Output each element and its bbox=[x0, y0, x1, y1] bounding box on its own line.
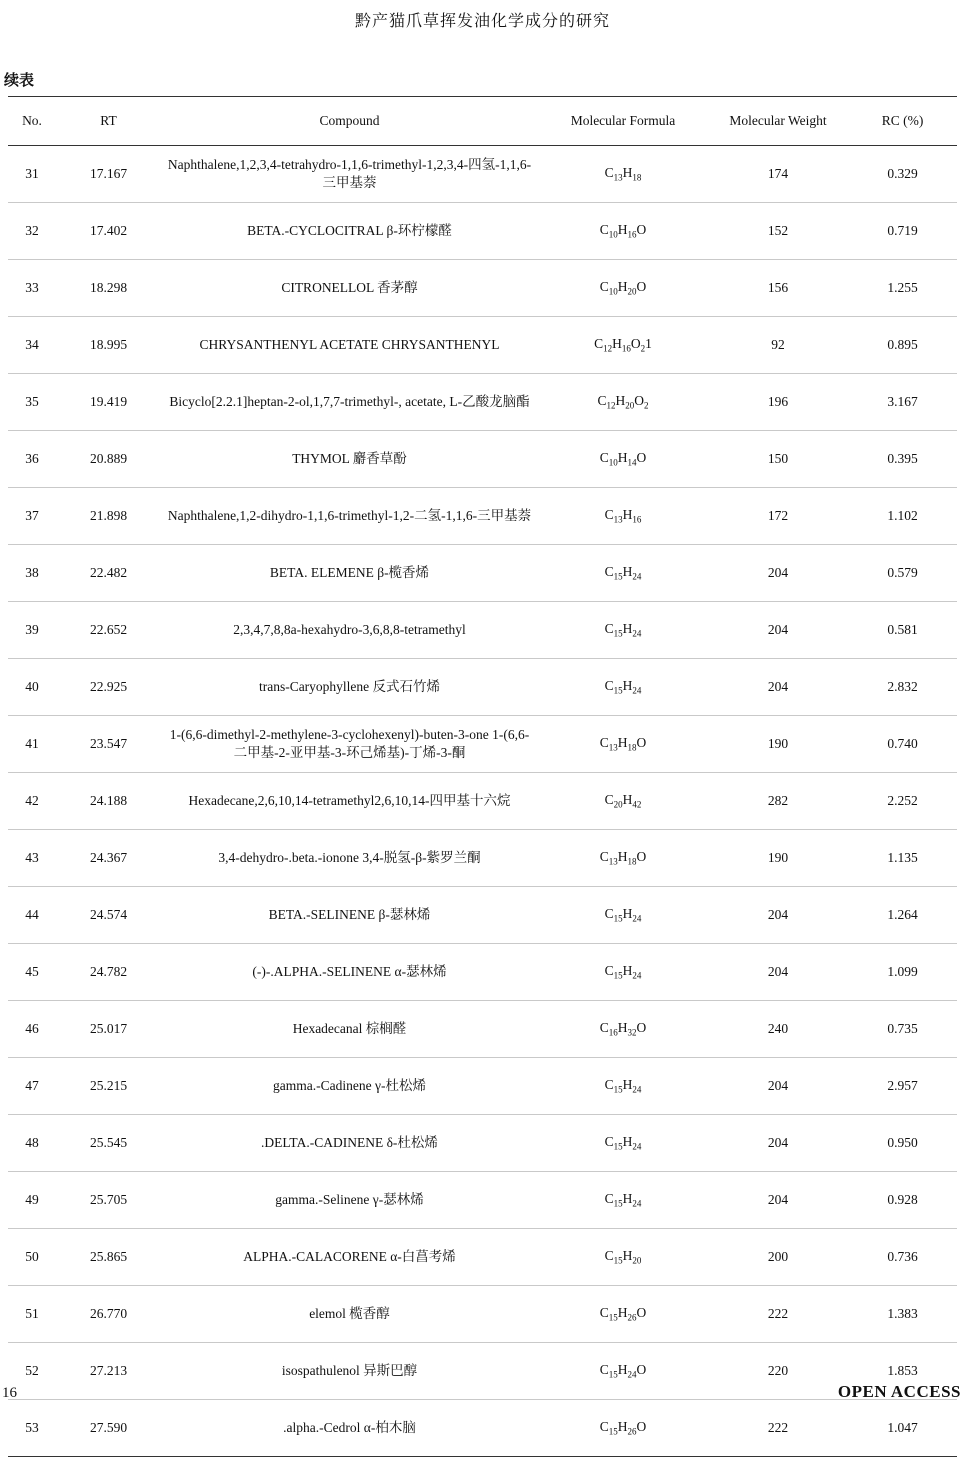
cell-compound: Hexadecane,2,6,10,14-tetramethyl2,6,10,14-四甲基十六烷 bbox=[161, 773, 538, 830]
cell-compound: ALPHA.-CALACORENE α-白菖考烯 bbox=[161, 1229, 538, 1286]
cell-rt: 21.898 bbox=[56, 488, 161, 545]
cell-no: 39 bbox=[8, 602, 56, 659]
cell-compound: Hexadecanal 棕榈醛 bbox=[161, 1001, 538, 1058]
cell-formula: $C_{15}H_{26}O$ bbox=[538, 1286, 708, 1343]
header-cell: Compound bbox=[161, 97, 538, 146]
footer-page-number: 16 bbox=[2, 1385, 17, 1401]
cell-weight: 204 bbox=[708, 659, 848, 716]
cell-formula: $C_{15}H_{24}$ bbox=[538, 887, 708, 944]
cell-compound: (-)-.ALPHA.-SELINENE α-瑟林烯 bbox=[161, 944, 538, 1001]
cell-rt: 27.213 bbox=[56, 1343, 161, 1400]
cell-compound: 2,3,4,7,8,8a-hexahydro-3,6,8,8-tetramethyl bbox=[161, 602, 538, 659]
table-row bbox=[8, 830, 957, 887]
cell-weight: 204 bbox=[708, 1115, 848, 1172]
table-row bbox=[8, 146, 957, 203]
cell-rt: 23.547 bbox=[56, 716, 161, 773]
cell-weight: 222 bbox=[708, 1286, 848, 1343]
cell-compound: CHRYSANTHENYL ACETATE CHRYSANTHENYL bbox=[161, 317, 538, 374]
cell-weight: 150 bbox=[708, 431, 848, 488]
table-row bbox=[8, 773, 957, 830]
cell-rc: 3.167 bbox=[848, 374, 957, 431]
cell-rc: 1.383 bbox=[848, 1286, 957, 1343]
table-row bbox=[8, 1001, 957, 1058]
cell-compound: BETA. ELEMENE β-榄香烯 bbox=[161, 545, 538, 602]
cell-rt: 25.545 bbox=[56, 1115, 161, 1172]
cell-no: 52 bbox=[8, 1343, 56, 1400]
cell-weight: 200 bbox=[708, 1229, 848, 1286]
cell-weight: 156 bbox=[708, 260, 848, 317]
cell-no: 42 bbox=[8, 773, 56, 830]
cell-rt: 24.188 bbox=[56, 773, 161, 830]
cell-no: 46 bbox=[8, 1001, 56, 1058]
table-body bbox=[8, 146, 957, 1457]
header-cell: Molecular Formula bbox=[538, 97, 708, 146]
cell-no: 47 bbox=[8, 1058, 56, 1115]
cell-no: 43 bbox=[8, 830, 56, 887]
cell-rt: 17.167 bbox=[56, 146, 161, 203]
cell-rt: 24.782 bbox=[56, 944, 161, 1001]
cell-compound: 3,4-dehydro-.beta.-ionone 3,4-脱氢-β-紫罗兰酮 bbox=[161, 830, 538, 887]
cell-rt: 22.652 bbox=[56, 602, 161, 659]
cell-compound: .alpha.-Cedrol α-柏木脑 bbox=[161, 1400, 538, 1457]
table-row bbox=[8, 602, 957, 659]
cell-compound: elemol 榄香醇 bbox=[161, 1286, 538, 1343]
cell-rc: 0.895 bbox=[848, 317, 957, 374]
table-row bbox=[8, 317, 957, 374]
cell-rc: 0.736 bbox=[848, 1229, 957, 1286]
cell-no: 38 bbox=[8, 545, 56, 602]
cell-formula: $C_{15}H_{26}O$ bbox=[538, 1400, 708, 1457]
cell-weight: 220 bbox=[708, 1343, 848, 1400]
table-row bbox=[8, 659, 957, 716]
cell-weight: 204 bbox=[708, 944, 848, 1001]
table-row bbox=[8, 545, 957, 602]
table-row bbox=[8, 944, 957, 1001]
cell-weight: 204 bbox=[708, 1172, 848, 1229]
cell-no: 31 bbox=[8, 146, 56, 203]
table-row bbox=[8, 1172, 957, 1229]
cell-compound: 1-(6,6-dimethyl-2-methylene-3-cyclohexenyl)-buten-3-one 1-(6,6-二甲基-2-亚甲基-3-环己烯基)-丁烯-3-酮 bbox=[161, 716, 538, 773]
cell-no: 36 bbox=[8, 431, 56, 488]
cell-no: 34 bbox=[8, 317, 56, 374]
cell-formula: $C_{15}H_{24}$ bbox=[538, 944, 708, 1001]
cell-rc: 0.928 bbox=[848, 1172, 957, 1229]
cell-weight: 92 bbox=[708, 317, 848, 374]
compounds-table bbox=[8, 96, 957, 1457]
cell-compound: Naphthalene,1,2,3,4-tetrahydro-1,1,6-trimethyl-1,2,3,4-四氢-1,1,6-三甲基萘 bbox=[161, 146, 538, 203]
cell-weight: 222 bbox=[708, 1400, 848, 1457]
cell-rc: 0.950 bbox=[848, 1115, 957, 1172]
cell-rt: 20.889 bbox=[56, 431, 161, 488]
cell-weight: 172 bbox=[708, 488, 848, 545]
cell-weight: 240 bbox=[708, 1001, 848, 1058]
cell-compound: THYMOL 麝香草酚 bbox=[161, 431, 538, 488]
cell-formula: $C_{13}H_{18}O$ bbox=[538, 716, 708, 773]
cell-formula: $C_{20}H_{42}$ bbox=[538, 773, 708, 830]
cell-rt: 17.402 bbox=[56, 203, 161, 260]
header-cell: RC (%) bbox=[848, 97, 957, 146]
table-row bbox=[8, 260, 957, 317]
cell-formula: $C_{15}H_{24}$ bbox=[538, 1115, 708, 1172]
cell-rc: 1.853 bbox=[848, 1343, 957, 1400]
cell-rc: 1.047 bbox=[848, 1400, 957, 1457]
cell-compound: Bicyclo[2.2.1]heptan-2-ol,1,7,7-trimethyl-, acetate, L-乙酸龙脑酯 bbox=[161, 374, 538, 431]
cell-no: 53 bbox=[8, 1400, 56, 1457]
cell-formula: $C_{13}H_{16}$ bbox=[538, 488, 708, 545]
cell-rt: 25.017 bbox=[56, 1001, 161, 1058]
cell-no: 35 bbox=[8, 374, 56, 431]
cell-compound: CITRONELLOL 香茅醇 bbox=[161, 260, 538, 317]
cell-no: 45 bbox=[8, 944, 56, 1001]
page-title: 黔产猫爪草挥发油化学成分的研究 bbox=[354, 13, 610, 30]
cell-formula: $C_{16}H_{32}O$ bbox=[538, 1001, 708, 1058]
cell-rc: 1.102 bbox=[848, 488, 957, 545]
cell-formula: $C_{10}H_{16}O$ bbox=[538, 203, 708, 260]
cell-weight: 204 bbox=[708, 1058, 848, 1115]
cell-weight: 204 bbox=[708, 545, 848, 602]
table-row bbox=[8, 1229, 957, 1286]
cell-rc: 1.135 bbox=[848, 830, 957, 887]
cell-weight: 204 bbox=[708, 887, 848, 944]
table-header-row bbox=[8, 97, 957, 146]
cell-formula: $C_{15}H_{24}$ bbox=[538, 545, 708, 602]
cell-no: 40 bbox=[8, 659, 56, 716]
cell-compound: gamma.-Selinene γ-瑟林烯 bbox=[161, 1172, 538, 1229]
cell-rc: 0.579 bbox=[848, 545, 957, 602]
cell-rt: 22.482 bbox=[56, 545, 161, 602]
cell-rc: 2.832 bbox=[848, 659, 957, 716]
cell-rc: 1.255 bbox=[848, 260, 957, 317]
table-row bbox=[8, 203, 957, 260]
cell-formula: $C_{15}H_{24}$ bbox=[538, 1058, 708, 1115]
cell-formula: $C_{12}H_{16}O_21$ bbox=[538, 317, 708, 374]
cell-rc: 0.329 bbox=[848, 146, 957, 203]
table-row bbox=[8, 431, 957, 488]
cell-rc: 1.099 bbox=[848, 944, 957, 1001]
cell-rc: 0.581 bbox=[848, 602, 957, 659]
cell-rc: 0.719 bbox=[848, 203, 957, 260]
cell-rc: 0.740 bbox=[848, 716, 957, 773]
table-row bbox=[8, 374, 957, 431]
cell-formula: $C_{15}H_{24}O$ bbox=[538, 1343, 708, 1400]
cell-weight: 190 bbox=[708, 830, 848, 887]
cell-no: 32 bbox=[8, 203, 56, 260]
cell-weight: 196 bbox=[708, 374, 848, 431]
cell-compound: trans-Caryophyllene 反式石竹烯 bbox=[161, 659, 538, 716]
header-cell: RT bbox=[56, 97, 161, 146]
cell-formula: $C_{15}H_{20}$ bbox=[538, 1229, 708, 1286]
cell-no: 49 bbox=[8, 1172, 56, 1229]
cell-rc: 2.957 bbox=[848, 1058, 957, 1115]
cell-compound: Naphthalene,1,2-dihydro-1,1,6-trimethyl-1,2-二氢-1,1,6-三甲基萘 bbox=[161, 488, 538, 545]
cell-no: 41 bbox=[8, 716, 56, 773]
cell-formula: $C_{10}H_{20}O$ bbox=[538, 260, 708, 317]
cell-rt: 18.298 bbox=[56, 260, 161, 317]
cell-rt: 25.865 bbox=[56, 1229, 161, 1286]
table-row bbox=[8, 1115, 957, 1172]
table-row bbox=[8, 1058, 957, 1115]
cell-formula: $C_{15}H_{24}$ bbox=[538, 602, 708, 659]
cell-weight: 152 bbox=[708, 203, 848, 260]
cell-compound: gamma.-Cadinene γ-杜松烯 bbox=[161, 1058, 538, 1115]
cell-rt: 18.995 bbox=[56, 317, 161, 374]
cell-formula: $C_{12}H_{20}O_2$ bbox=[538, 374, 708, 431]
cell-weight: 204 bbox=[708, 602, 848, 659]
cell-rt: 22.925 bbox=[56, 659, 161, 716]
cell-compound: BETA.-CYCLOCITRAL β-环柠檬醛 bbox=[161, 203, 538, 260]
cell-weight: 282 bbox=[708, 773, 848, 830]
header-cell: Molecular Weight bbox=[708, 97, 848, 146]
footer-open-access-label: OPEN ACCESS bbox=[837, 1382, 961, 1401]
cell-rt: 27.590 bbox=[56, 1400, 161, 1457]
table-row bbox=[8, 1400, 957, 1457]
cell-no: 50 bbox=[8, 1229, 56, 1286]
page-footer bbox=[0, 1382, 965, 1402]
cell-no: 37 bbox=[8, 488, 56, 545]
continued-table-label: 续表 bbox=[4, 73, 35, 89]
cell-compound: .DELTA.-CADINENE δ-杜松烯 bbox=[161, 1115, 538, 1172]
cell-rt: 25.705 bbox=[56, 1172, 161, 1229]
cell-no: 33 bbox=[8, 260, 56, 317]
cell-rc: 0.735 bbox=[848, 1001, 957, 1058]
cell-formula: $C_{15}H_{24}$ bbox=[538, 659, 708, 716]
table-row bbox=[8, 716, 957, 773]
cell-no: 44 bbox=[8, 887, 56, 944]
cell-rc: 1.264 bbox=[848, 887, 957, 944]
cell-rc: 0.395 bbox=[848, 431, 957, 488]
table-row bbox=[8, 488, 957, 545]
cell-rt: 19.419 bbox=[56, 374, 161, 431]
cell-formula: $C_{15}H_{24}$ bbox=[538, 1172, 708, 1229]
cell-formula: $C_{13}H_{18}O$ bbox=[538, 830, 708, 887]
table-row bbox=[8, 887, 957, 944]
cell-compound: isospathulenol 异斯巴醇 bbox=[161, 1343, 538, 1400]
cell-no: 48 bbox=[8, 1115, 56, 1172]
cell-rt: 24.367 bbox=[56, 830, 161, 887]
cell-weight: 190 bbox=[708, 716, 848, 773]
cell-rt: 25.215 bbox=[56, 1058, 161, 1115]
cell-rt: 24.574 bbox=[56, 887, 161, 944]
table-row bbox=[8, 1286, 957, 1343]
cell-no: 51 bbox=[8, 1286, 56, 1343]
cell-formula: $C_{13}H_{18}$ bbox=[538, 146, 708, 203]
cell-compound: BETA.-SELINENE β-瑟林烯 bbox=[161, 887, 538, 944]
cell-rc: 2.252 bbox=[848, 773, 957, 830]
cell-weight: 174 bbox=[708, 146, 848, 203]
cell-rt: 26.770 bbox=[56, 1286, 161, 1343]
cell-formula: $C_{10}H_{14}O$ bbox=[538, 431, 708, 488]
header-cell: No. bbox=[8, 97, 56, 146]
